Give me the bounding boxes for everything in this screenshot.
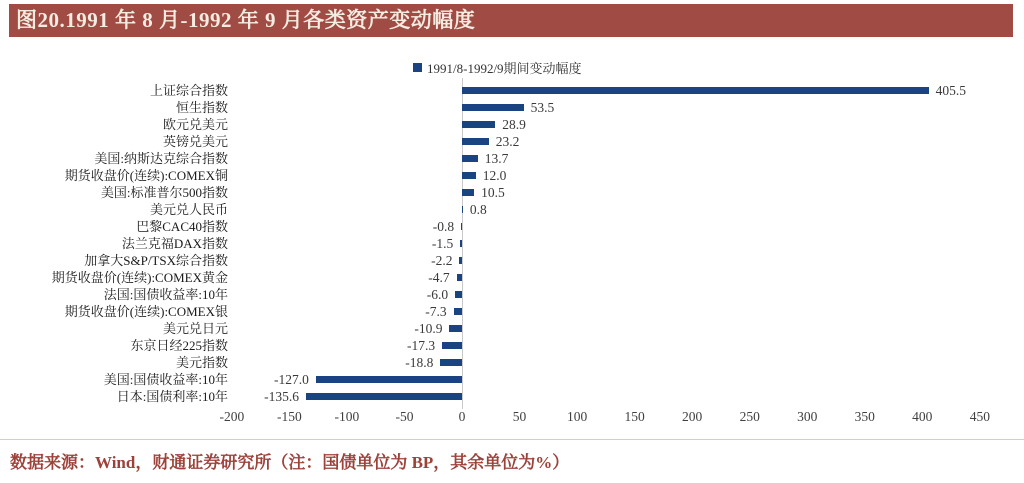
value-label: -7.3: [425, 304, 447, 319]
bar: [442, 342, 462, 349]
category-label: 东京日经225指数: [130, 338, 228, 353]
value-label: -2.2: [431, 253, 453, 268]
category-label: 期货收盘价(连续):COMEX银: [64, 304, 228, 319]
value-label: 12.0: [482, 168, 507, 183]
value-label: 23.2: [495, 134, 520, 149]
x-axis-tick-label: -100: [334, 409, 360, 424]
bar: [316, 376, 462, 383]
bar: [462, 172, 476, 179]
legend-swatch-icon: [413, 63, 422, 72]
x-axis-tick-label: 200: [682, 409, 703, 424]
plot-area: [0, 82, 1024, 424]
bar: [460, 240, 462, 247]
x-axis-tick-label: -50: [395, 409, 414, 424]
category-label: 美元指数: [175, 355, 228, 370]
bar: [462, 121, 495, 128]
bar: [462, 104, 524, 111]
x-axis-tick-label: -200: [219, 409, 245, 424]
bar: [455, 291, 462, 298]
x-axis-tick-label: 0: [458, 409, 466, 424]
value-label: -10.9: [414, 321, 443, 336]
category-label: 日本:国债利率:10年: [116, 389, 228, 404]
bar: [449, 325, 462, 332]
x-axis-tick-label: 100: [566, 409, 588, 424]
category-label: 美国:纳斯达克综合指数: [94, 151, 228, 166]
value-label: -1.5: [431, 236, 454, 251]
x-axis-tick-label: 400: [912, 409, 933, 424]
category-label: 美国:国债收益率:10年: [103, 372, 228, 387]
figure-title-bar: [9, 4, 1013, 37]
footer-separator: [0, 439, 1024, 440]
value-label: -18.8: [405, 355, 434, 370]
category-label: 恒生指数: [175, 100, 228, 115]
legend: [413, 58, 582, 76]
x-axis-tick-label: 300: [797, 409, 818, 424]
bar: [461, 223, 462, 230]
category-label: 美元兑日元: [162, 321, 228, 336]
x-axis-tick-label: -150: [277, 409, 302, 424]
figure-title: 图20.1991 年 8 月-1992 年 9 月各类资产变动幅度: [16, 8, 476, 32]
bar: [459, 257, 462, 264]
x-axis-tick-label: 150: [624, 409, 645, 424]
category-label: 欧元兑美元: [162, 117, 228, 132]
category-label: 美国:标准普尔500指数: [100, 185, 228, 200]
value-label: -6.0: [426, 287, 449, 302]
category-label: 法兰克福DAX指数: [121, 236, 228, 251]
category-label: 美元兑人民币: [149, 202, 228, 217]
bar: [462, 138, 489, 145]
category-label: 期货收盘价(连续):COMEX铜: [64, 168, 228, 183]
category-label: 法国:国债收益率:10年: [103, 287, 228, 302]
value-label: 0.8: [469, 202, 487, 217]
value-label: -0.8: [432, 219, 455, 234]
bar: [462, 189, 474, 196]
bar: [454, 308, 462, 315]
value-label: -4.7: [428, 270, 450, 285]
source-note-text: 数据来源：Wind，财通证券研究所（注：国债单位为 BP，其余单位为%）: [10, 453, 570, 472]
value-label: 13.7: [484, 151, 509, 166]
category-label: 加拿大S&P/TSX综合指数: [84, 253, 228, 268]
bar: [462, 87, 929, 94]
x-axis-tick-label: 250: [739, 409, 760, 424]
category-label: 上证综合指数: [149, 83, 228, 98]
x-axis-tick-label: 50: [512, 409, 527, 424]
value-label: 10.5: [481, 185, 505, 200]
source-note: [10, 448, 1016, 473]
value-label: -17.3: [406, 338, 436, 353]
x-axis: [0, 408, 1024, 426]
x-axis-tick-label: 350: [854, 409, 875, 424]
value-label: 53.5: [530, 100, 555, 115]
bar: [462, 206, 463, 213]
value-label: -135.6: [264, 389, 299, 404]
bar: [306, 393, 462, 400]
value-label: 405.5: [935, 83, 966, 98]
value-label: -127.0: [273, 372, 309, 387]
category-label: 巴黎CAC40指数: [136, 219, 228, 234]
bar: [440, 359, 462, 366]
bar: [457, 274, 462, 281]
bar: [462, 155, 478, 162]
category-label: 英镑兑美元: [162, 134, 228, 149]
value-label: 28.9: [502, 117, 526, 132]
legend-label: 1991/8-1992/9期间变动幅度: [427, 60, 582, 76]
x-axis-tick-label: 450: [969, 409, 990, 424]
category-label: 期货收盘价(连续):COMEX黄金: [51, 270, 228, 285]
